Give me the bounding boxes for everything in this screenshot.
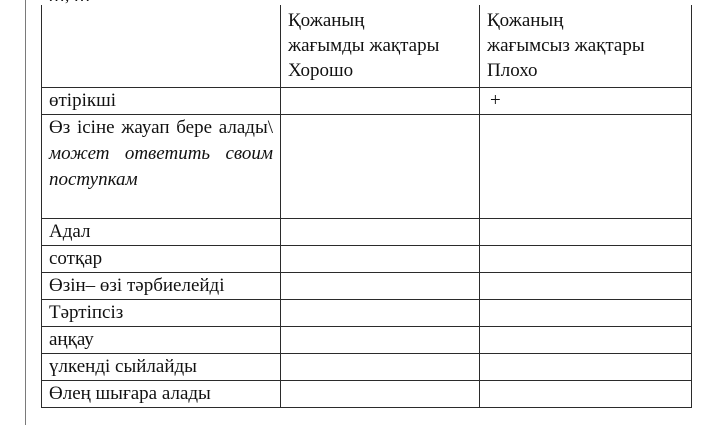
table-row xyxy=(42,245,692,272)
bad-cell xyxy=(480,353,692,380)
bad-cell xyxy=(480,114,692,218)
trait-cell: сотқар xyxy=(42,245,281,272)
good-cell xyxy=(281,272,480,299)
bad-cell xyxy=(480,299,692,326)
good-cell xyxy=(281,353,480,380)
header-good-line-1: Қожаның xyxy=(288,10,365,31)
header-good-line-3: Хорошо xyxy=(288,60,354,81)
good-cell xyxy=(281,87,480,114)
header-good-line-2: жағымды жақтары xyxy=(288,35,440,56)
traits-table xyxy=(41,5,692,408)
bad-cell xyxy=(480,326,692,353)
table-row xyxy=(42,326,692,353)
table-header-row xyxy=(42,5,692,87)
table-row xyxy=(42,114,692,218)
trait-cell: үлкенді сыйлайды xyxy=(42,353,281,380)
page-left-edge xyxy=(25,0,26,425)
good-cell xyxy=(281,299,480,326)
bad-cell: + xyxy=(480,87,692,114)
table-row xyxy=(42,353,692,380)
good-cell xyxy=(281,380,480,407)
good-cell xyxy=(281,326,480,353)
trait-cell: Өлең шығара алады xyxy=(42,380,281,407)
header-bad-cell xyxy=(480,5,692,87)
header-bad-line-1: Қожаның xyxy=(487,10,564,31)
good-cell xyxy=(281,114,480,218)
header-empty-cell xyxy=(42,5,281,87)
trait-cell: Адал xyxy=(42,218,281,245)
trait-cell xyxy=(42,114,281,218)
good-cell xyxy=(281,218,480,245)
bad-cell xyxy=(480,218,692,245)
header-bad-line-3: Плохо xyxy=(487,60,538,81)
bad-cell xyxy=(480,245,692,272)
table-row xyxy=(42,87,692,114)
table-row xyxy=(42,272,692,299)
trait-russian-text: может ответить своим поступкам xyxy=(49,142,273,190)
bad-cell xyxy=(480,272,692,299)
table-row xyxy=(42,299,692,326)
trait-cell: Өзін– өзі тәрбиелейді xyxy=(42,272,281,299)
good-cell xyxy=(281,245,480,272)
trait-cell: аңқау xyxy=(42,326,281,353)
header-good-cell xyxy=(281,5,480,87)
trait-kazakh-text: Өз ісіне жауап бере алады\ xyxy=(49,116,273,138)
trait-cell: Тәртіпсіз xyxy=(42,299,281,326)
header-bad-line-2: жағымсыз жақтары xyxy=(487,35,645,56)
table-row xyxy=(42,218,692,245)
table-row xyxy=(42,380,692,407)
trait-cell: өтірікші xyxy=(42,87,281,114)
bad-cell xyxy=(480,380,692,407)
